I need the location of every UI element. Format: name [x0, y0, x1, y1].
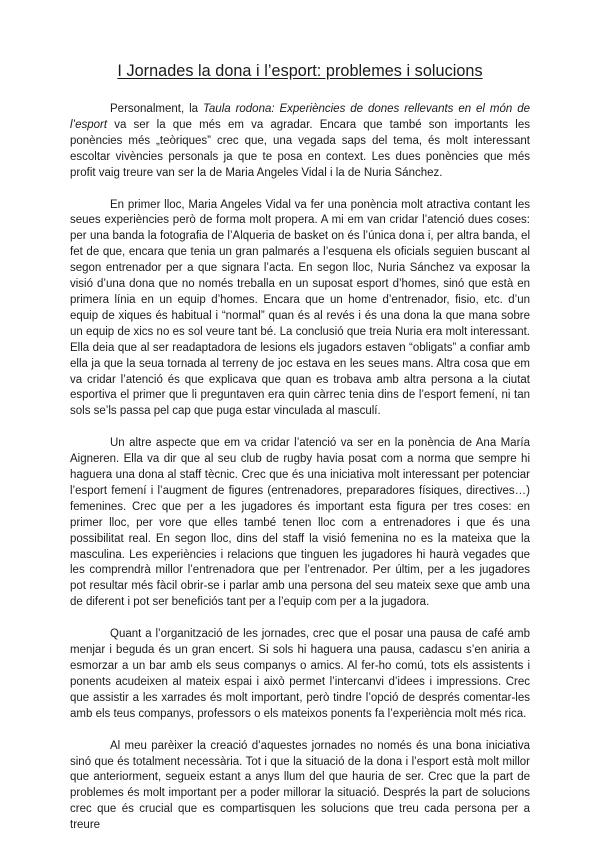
paragraph-1-italic-title: Taula rodona: Experiències de dones rellevants en el món de l’esport	[70, 103, 530, 131]
paragraph-1-body: va ser la que més em va agradar. Encara que també son importants les ponències més „teòriques” crec que, una vegada saps del tema, és molt interessant escoltar vivències personals ja que te posa en context. Les dues ponències que més profit vaig treure van ser la de Maria Angeles Vidal i la de Nuria Sánchez.	[70, 118, 530, 179]
paragraph-1	[70, 102, 530, 182]
paragraph-4: Quant a l’organització de les jornades, crec que el posar una pausa de café amb menjar i beguda és un gran encert. Si sols hi haguera una pausa, cadascu s’en aniria a esmorzar a un bar amb els seus companys o amics. Al fer-ho comú, tots els assistents i ponents acudeixen al mateix espai i això permet l’intercanvi d’idees i impressions. Crec que assistir a les xarrades és molt important, però tindre l’opció de després comentar-les amb els teus companys, professors o els mateixos ponents fa l’experiència molt més rica.	[70, 628, 530, 720]
page-title: I Jornades la dona i l’esport: problemes i solucions	[117, 62, 483, 80]
paragraph-1-intro: Personalment, la	[110, 103, 203, 115]
document-page	[70, 62, 530, 850]
paragraph-3: Un altre aspecte que em va cridar l’atenció va ser en la ponència de Ana María Aigneren. Ella va dir que al seu club de rugby havia posat com a norma que sempre hi haguera una dona al staff tècnic. Crec que és una iniciativa molt interessant per potenciar l’esport femení i l’augment de figures (entrenadores, preparadores físiques, directives…) femenines. Crec que per a les jugadores és important esta figura per tres coses: en primer lloc, per vore que elles també tenen lloc com a entrenadores i que és una possibilitat real. En segon lloc, dins del staff la visió femenina no es la mateixa que la masculina. Les experiències i relacions que tinguen les jugadores hi haurà vegades que les comprendrà millor l’entrenadora que per l’entrenador. Per últim, per a les jugadores pot resultar més fàcil obrir-se i parlar amb una persona del seu mateix sexe que amb una de diferent i pot ser beneficiós tant per a l’equip com per a la jugadora.	[70, 437, 530, 609]
paragraph-5: Al meu parèixer la creació d’aquestes jornades no només és una bona iniciativa sinó que és totalment necessària. Tot i que la situació de la dona i l’esport està molt millor que anteriorment, segueix estant a anys llum del que hauria de ser. Crec que la part de problemes és molt important per a poder millorar la situació. Després la part de solucions crec que és crucial que es compartisquen les solucions que treu cada persona per a treure	[70, 739, 530, 832]
paragraph-2: En primer lloc, Maria Angeles Vidal va fer una ponència molt atractiva contant les seues experiències però de forma molt propera. A mi em van cridar l’atenció dues coses: per una banda la fotografia de l’Alqueria de basket on és l’única dona i, per altra banda, el fet de que, encara que tenia un gran palmarés a l’esquena els oficials seguien buscant al segon entrenador per a que signara l’acta. En segon lloc, Nuria Sánchez va exposar la visió d’una dona que no només treballa en un suposat esport d’homes, sinó que està en primera línia en un equip d’homes. Encara que un home d’entrenador, fisio, etc. d’un equip de xiques és habitual i “normal” quan és al revés i és una dona la que mana sobre un equip de xics no es sol veure tant bé. La conclusió que treia Nuria era molt interessant. Ella deia que al ser readaptadora de lesions els jugadors estaven “obligats” a confiar amb ella ja que la seua tornada al terreny de joc estava en les seues mans. Altra cosa que em va cridar l’atenció és que explicava que quan es trobava amb altra persona a la ciutat esportiva el primer que li preguntaven era quin càrrec tenia dins de l’esport femení, ni tan sols se’ls passa pel cap que puga estar vinculada al masculí.	[70, 198, 530, 418]
